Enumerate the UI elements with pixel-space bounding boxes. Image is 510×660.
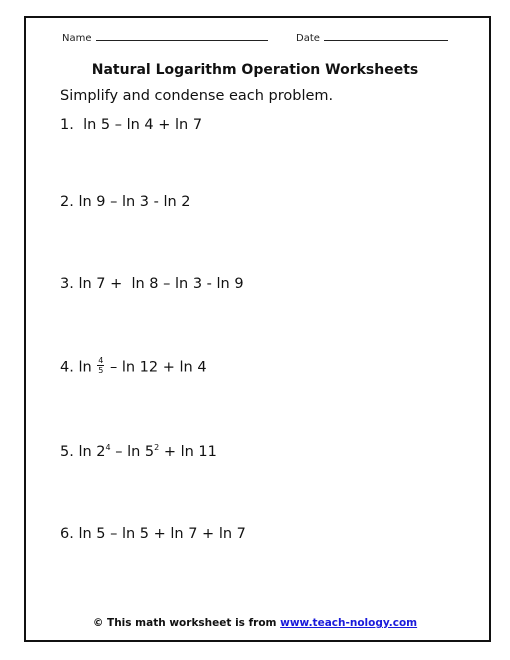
problem-3	[60, 276, 244, 292]
problem-number: 6.	[60, 526, 74, 542]
exponent-b: 2	[154, 443, 160, 453]
date-blank-line[interactable]	[324, 30, 448, 41]
problem-4	[60, 358, 207, 377]
footer-link[interactable]: www.teach-nology.com	[280, 617, 418, 629]
problem-rest: – ln 12 + ln 4	[109, 359, 207, 376]
name-field	[62, 30, 268, 44]
term-c: + ln 11	[163, 444, 217, 460]
problem-2	[60, 194, 191, 210]
term-b: – ln 5	[115, 444, 155, 460]
problem-number: 1.	[60, 117, 74, 133]
page-border	[24, 16, 491, 642]
footer-text: © This math worksheet is from	[92, 617, 277, 629]
exponent-a: 4	[105, 443, 111, 453]
problem-number: 4.	[60, 359, 74, 376]
date-label: Date	[296, 33, 320, 44]
instructions: Simplify and condense each problem.	[60, 88, 334, 104]
problem-text: ln 7 + ln 8 – ln 3 - ln 9	[78, 276, 244, 292]
problem-number: 2.	[60, 194, 74, 210]
fraction-numerator: 4	[98, 356, 104, 365]
fraction-denominator: 5	[98, 366, 104, 375]
problem-text: ln 5 – ln 5 + ln 7 + ln 7	[78, 526, 246, 542]
problem-prefix: ln	[78, 359, 92, 376]
problem-text: ln 5 – ln 4 + ln 7	[83, 117, 203, 133]
problem-6	[60, 526, 246, 542]
problem-1	[60, 117, 202, 133]
name-blank-line[interactable]	[96, 30, 268, 41]
term-a: ln 2	[78, 444, 106, 460]
footer	[0, 617, 510, 629]
problem-number: 3.	[60, 276, 74, 292]
problem-text: ln 9 – ln 3 - ln 2	[78, 194, 191, 210]
name-label: Name	[62, 33, 92, 44]
worksheet-title: Natural Logarithm Operation Worksheets	[91, 62, 419, 78]
problem-number: 5.	[60, 444, 74, 460]
problem-5	[60, 444, 217, 460]
date-field	[296, 30, 448, 44]
fraction	[97, 356, 104, 375]
